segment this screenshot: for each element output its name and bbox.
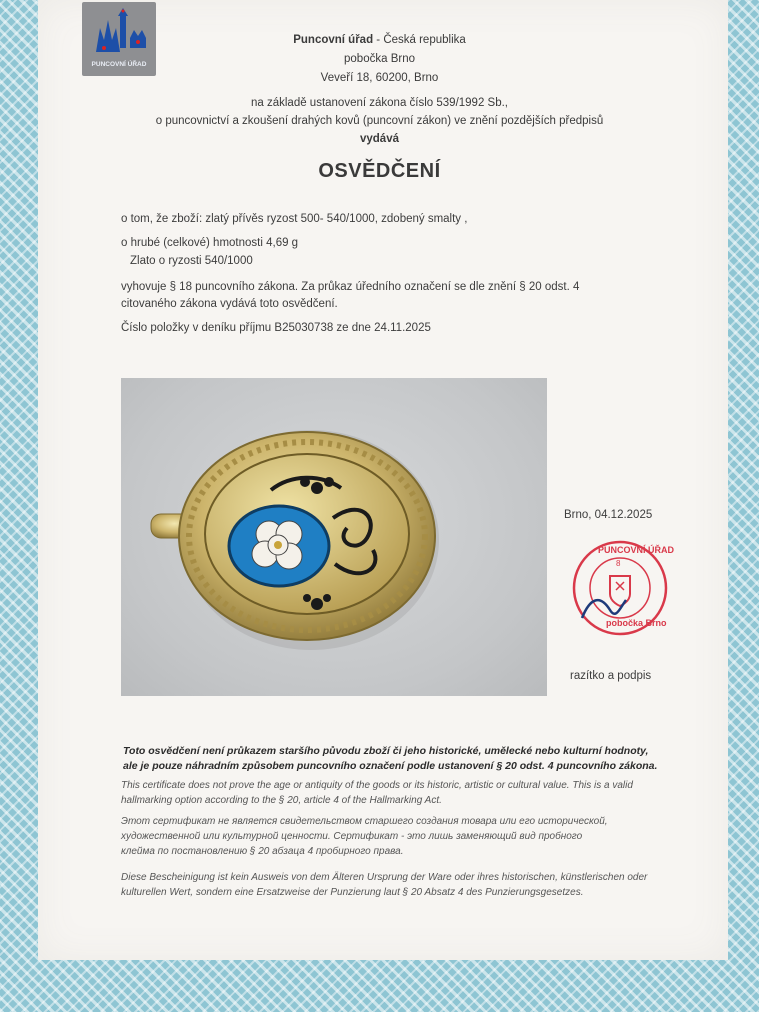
disclaimer-en-2: hallmarking option according to the § 20, article 4 of the Hallmarking Act. bbox=[121, 795, 442, 806]
disclaimer-cz-2: ale je pouze náhradním způsobem puncovního označení podle ustanovení § 20 odst. 4 puncovního zákona. bbox=[123, 760, 658, 772]
certificate-title: OSVĚDČENÍ bbox=[318, 160, 441, 182]
stamp-bottom-text: pobočka Brno bbox=[606, 618, 667, 628]
disclaimer-ru-1: Этот сертификат не является свидетельством старшего создания товара или его исторической, bbox=[121, 816, 608, 827]
law-reference-1: na základě ustanovení zákona číslo 539/1992 Sb., bbox=[250, 97, 508, 109]
record-number: Číslo položky v deníku příjmu B25030738 ze dne 24.11.2025 bbox=[121, 322, 431, 334]
disclaimer-en-1: This certificate does not prove the age or antiquity of the goods or its historic, artistic or cultural value. This is a valid bbox=[121, 780, 633, 791]
disclaimer-de-1: Diese Bescheinigung ist kein Ausweis von dem Älteren Ursprung der Ware oder ihres historischen, künstlerischen oder bbox=[121, 872, 648, 883]
pendant-photo-icon bbox=[121, 378, 547, 696]
disclaimer-cz-1: Toto osvědčení není průkazem staršího původu zboží či jeho historické, umělecké nebo kulturní hodnoty, bbox=[123, 745, 649, 757]
disclaimer-ru-2: художественной или культурной ценности. Сертификат - это лишь заменяющий вид пробного bbox=[121, 831, 583, 842]
pendant-photo bbox=[121, 378, 547, 696]
logo-caption: PUNCOVNÍ ÚŘAD bbox=[91, 61, 147, 68]
disclaimer-de-2: kulturellen Wert, sondern eine Ersatzweise der Punzierung laut § 20 Absatz 4 des Punzierungsgesetzes. bbox=[121, 887, 584, 898]
office-country: - Česká republika bbox=[373, 34, 466, 46]
office-address: Veveří 18, 60200, Brno bbox=[320, 72, 439, 84]
branch-name: pobočka Brno bbox=[344, 53, 415, 65]
item-description: o tom, že zboží: zlatý přívěs ryzost 500- 540/1000, zdobený smalty , bbox=[121, 213, 468, 225]
stamp-top-text: PUNCOVNÍ ÚŘAD bbox=[598, 545, 675, 555]
item-purity: Zlato o ryzosti 540/1000 bbox=[130, 255, 253, 267]
place-and-date: Brno, 04.12.2025 bbox=[564, 509, 653, 521]
issues-label: vydává bbox=[359, 133, 399, 145]
law-reference-2: o puncovnictví a zkoušení drahých kovů (puncovní zákon) ve znění pozdějších předpisů bbox=[155, 115, 604, 127]
office-name: Puncovní úřad bbox=[293, 34, 374, 46]
stamp-number: 8 bbox=[616, 559, 621, 568]
compliance-line-1: vyhovuje § 18 puncovního zákona. Za průkaz úředního označení se dle znění § 20 odst. 4 bbox=[121, 281, 580, 293]
item-weight: o hrubé (celkové) hmotnosti 4,69 g bbox=[121, 237, 299, 249]
issuing-office bbox=[0, 34, 759, 46]
disclaimer-ru-3: клейма по постановлению § 20 абзаца 4 пробирного права. bbox=[121, 846, 404, 857]
signature-label: razítko a podpis bbox=[570, 670, 652, 682]
compliance-line-2: citovaného zákona vydává toto osvědčení. bbox=[121, 298, 338, 310]
